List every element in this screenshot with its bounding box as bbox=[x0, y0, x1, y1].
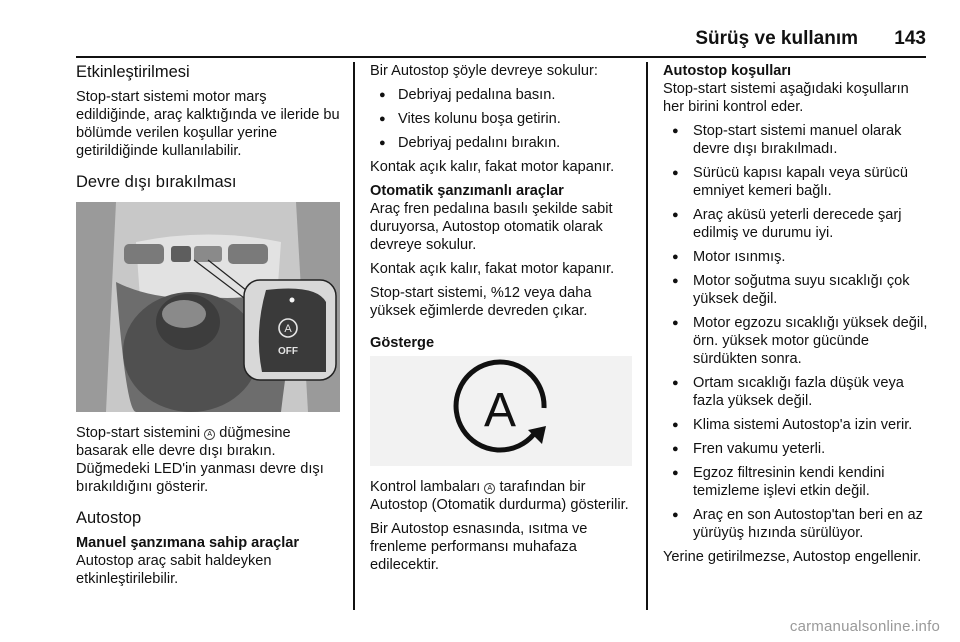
autostop-off-button-icon: A bbox=[204, 429, 215, 440]
para-automatic: Araç fren pedalına basılı şekilde sabit duruyorsa, Autostop otomatik olarak devreye sokulur. bbox=[370, 201, 613, 253]
para-incline: Stop-start sistemi, %12 veya daha yüksek eğimlerde devreden çıkar. bbox=[370, 285, 592, 319]
para-disable: Stop-start sistemini A düğmesine basarak elle devre dışı bırakın. Düğmedeki LED'in yanması devre dışı bırakıldığını gösterir. bbox=[76, 425, 324, 495]
list-item: ● Debriyaj pedalına basın. bbox=[370, 86, 634, 104]
list-item: ● Fren vakumu yeterli. bbox=[663, 440, 931, 458]
list-item: ● Sürücü kapısı kapalı veya sürücü emniyet kemeri bağlı. bbox=[663, 164, 931, 200]
column-2 bbox=[370, 62, 634, 580]
heading-disable: Devre dışı bırakılması bbox=[76, 173, 237, 191]
list-item: ● Klima sistemi Autostop'a izin verir. bbox=[663, 416, 931, 434]
section-title: Sürüş ve kullanım bbox=[695, 28, 858, 49]
subheading-indicator: Gösterge bbox=[370, 335, 435, 351]
figure-autostop-button bbox=[76, 202, 340, 412]
para-intro: Stop-start sistemi motor marş edildiğinde, araç kalktığında ve ileride bu bölümde verilen koşullar yerine getirildiğinde kullanılabilir. bbox=[76, 89, 340, 159]
conditions-list bbox=[663, 122, 931, 542]
svg-text:A: A bbox=[483, 384, 517, 437]
para-ignition-2: Kontak açık kalır, fakat motor kapanır. bbox=[370, 261, 615, 277]
para-autostop-intro: Bir Autostop şöyle devreye sokulur: bbox=[370, 63, 598, 79]
list-item: ● Motor soğutma suyu sıcaklığı çok yüksek değil. bbox=[663, 272, 931, 308]
autostop-lamp-icon: A bbox=[484, 483, 495, 494]
para-manual: Autostop araç sabit haldeyken etkinleştirilebilir. bbox=[76, 553, 272, 587]
page-header bbox=[76, 28, 926, 54]
para-during: Bir Autostop esnasında, ısıtma ve frenleme performansı muhafaza edilecektir. bbox=[370, 521, 588, 573]
column-1 bbox=[76, 62, 344, 594]
list-item: ● Vites kolunu boşa getirin. bbox=[370, 110, 634, 128]
list-item: ● Ortam sıcaklığı fazla düşük veya fazla yüksek değil. bbox=[663, 374, 931, 410]
heading-autostop: Autostop bbox=[76, 509, 142, 527]
subheading-automatic: Otomatik şanzımanlı araçlar bbox=[370, 183, 564, 199]
list-item: ● Egzoz filtresinin kendi kendini temizleme işlevi etkin değil. bbox=[663, 464, 931, 500]
heading-activation: Etkinleştirilmesi bbox=[76, 63, 190, 81]
autostop-circle-arrow-icon bbox=[370, 356, 632, 466]
column-3 bbox=[663, 62, 931, 572]
figure-autostop-lamp bbox=[370, 356, 632, 466]
subheading-conditions: Autostop koşulları bbox=[663, 63, 792, 79]
para-lamp: Kontrol lambaları A tarafından bir Autostop (Otomatik durdurma) gösterilir. bbox=[370, 479, 629, 513]
autostop-steps-list bbox=[370, 86, 634, 152]
list-item: ● Debriyaj pedalını bırakın. bbox=[370, 134, 634, 152]
list-item: ● Motor ısınmış. bbox=[663, 248, 931, 266]
list-item: ● Araç aküsü yeterli derecede şarj edilmiş ve durumu iyi. bbox=[663, 206, 931, 242]
list-item: ● Motor egzozu sıcaklığı yüksek değil, örn. yüksek motor gücünde sürdükten sonra. bbox=[663, 314, 931, 368]
off-label: OFF bbox=[278, 346, 298, 357]
column-divider-1 bbox=[353, 62, 355, 610]
subheading-manual: Manuel şanzımana sahip araçlar bbox=[76, 535, 300, 551]
svg-text:A: A bbox=[284, 323, 292, 335]
watermark: carmanualsonline.info bbox=[789, 618, 940, 635]
page-number: 143 bbox=[894, 28, 926, 49]
center-console-illustration bbox=[76, 202, 340, 412]
para-ignition-1: Kontak açık kalır, fakat motor kapanır. bbox=[370, 159, 615, 175]
para-conditions: Stop-start sistemi aşağıdaki koşulların her birini kontrol eder. bbox=[663, 81, 909, 115]
header-divider bbox=[76, 56, 926, 58]
para-otherwise: Yerine getirilmezse, Autostop engellenir. bbox=[663, 549, 922, 565]
list-item: ● Stop-start sistemi manuel olarak devre dışı bırakılmadı. bbox=[663, 122, 931, 158]
list-item: ● Araç en son Autostop'tan beri en az yürüyüş hızında sürülüyor. bbox=[663, 506, 931, 542]
column-divider-2 bbox=[646, 62, 648, 610]
